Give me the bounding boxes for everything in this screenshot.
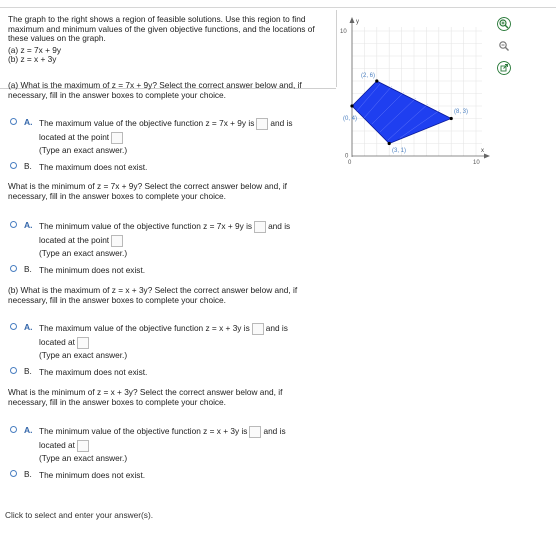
x-axis-label: x — [481, 148, 484, 154]
vertex-point — [350, 104, 353, 107]
option-b-radio[interactable] — [10, 162, 17, 169]
option-a-radio[interactable] — [10, 426, 17, 433]
question-line: necessary, fill in the answer boxes to complete your choice. — [8, 294, 226, 305]
answer-box[interactable] — [252, 323, 264, 335]
question-b-min — [8, 388, 328, 407]
intro-line: The graph to the right shows a region of feasible solutions. Use this region to find — [8, 14, 306, 24]
option-letter: B. — [24, 366, 32, 376]
y-axis-arrow — [350, 17, 355, 23]
objective-function-b: (b) z = x + 3y — [8, 54, 57, 64]
option-b-text: The maximum does not exist. — [39, 367, 148, 377]
top-divider — [0, 7, 556, 8]
option-text: located at the point — [39, 235, 110, 246]
option-a-hint: (Type an exact answer.) — [39, 350, 128, 360]
option-text: The minimum value of the objective function z = 7x + 9y is — [39, 221, 253, 232]
option-b-radio[interactable] — [10, 470, 17, 477]
option-letter: A. — [24, 117, 33, 127]
question-line: (b) What is the maximum of z = x + 3y? Select the correct answer below and, if — [8, 285, 298, 295]
option-text: The maximum value of the objective function z = x + 3y is — [39, 323, 250, 334]
option-letter: B. — [24, 469, 32, 479]
question-a-min — [8, 182, 328, 201]
option-a-line2 — [39, 440, 91, 452]
vertex-point — [450, 117, 453, 120]
zoom-out-icon[interactable] — [497, 39, 511, 53]
vertex-point — [388, 142, 391, 145]
option-a-line2 — [39, 235, 125, 247]
option-text: and is — [265, 323, 288, 334]
answer-box[interactable] — [111, 132, 123, 144]
option-a-line2 — [39, 337, 91, 349]
popout-icon[interactable] — [497, 61, 511, 75]
answer-box[interactable] — [77, 440, 89, 452]
option-a-hint: (Type an exact answer.) — [39, 453, 128, 463]
question-line: necessary, fill in the answer boxes to complete your choice. — [8, 396, 226, 407]
y-axis-label: y — [356, 19, 359, 25]
answer-box[interactable] — [254, 221, 266, 233]
option-text: and is — [270, 118, 293, 129]
answer-box[interactable] — [111, 235, 123, 247]
footer-instruction: Click to select and enter your answer(s). — [5, 510, 154, 520]
option-text: located at — [39, 440, 75, 451]
option-a-line2 — [39, 132, 125, 144]
question-line: necessary, fill in the answer boxes to complete your choice. — [8, 190, 226, 201]
option-letter: B. — [24, 161, 32, 171]
option-a-radio[interactable] — [10, 221, 17, 228]
option-text: located at the point — [39, 132, 110, 143]
y-tick-label: 10 — [340, 29, 347, 35]
vertex-label: (8, 3) — [454, 109, 469, 115]
answer-box[interactable] — [77, 337, 89, 349]
question-b-max — [8, 286, 328, 305]
option-a-hint: (Type an exact answer.) — [39, 145, 128, 155]
question-line: What is the minimum of z = 7x + 9y? Select the correct answer below and, if — [8, 181, 287, 191]
feasible-region-graph — [336, 14, 496, 174]
option-a-text — [39, 426, 286, 438]
option-b-text: The minimum does not exist. — [39, 470, 146, 480]
option-text: and is — [263, 426, 286, 437]
option-text: The minimum value of the objective function z = x + 3y is — [39, 426, 248, 437]
question-line: What is the minimum of z = x + 3y? Select the correct answer below and, if — [8, 387, 283, 397]
option-a-text — [39, 323, 288, 335]
option-b-radio[interactable] — [10, 265, 17, 272]
vertex-point — [375, 79, 378, 82]
option-text: The maximum value of the objective function z = 7x + 9y is — [39, 118, 255, 129]
question-line: (a) What is the maximum of z = 7x + 9y? Select the correct answer below and, if — [8, 80, 302, 90]
option-a-hint: (Type an exact answer.) — [39, 248, 128, 258]
objective-function-a: (a) z = 7x + 9y — [8, 44, 62, 55]
x-tick-label: 10 — [473, 160, 480, 166]
intro-line: these values on the graph. — [8, 33, 106, 43]
option-letter: B. — [24, 264, 32, 274]
question-line: necessary, fill in the answer boxes to complete your choice. — [8, 89, 226, 100]
option-text: and is — [268, 221, 291, 232]
option-a-radio[interactable] — [10, 323, 17, 330]
option-b-radio[interactable] — [10, 367, 17, 374]
question-a-max — [8, 81, 328, 100]
vertex-label: (2, 6) — [361, 73, 376, 79]
option-a-text — [39, 118, 293, 130]
answer-box[interactable] — [249, 426, 261, 438]
problem-intro — [8, 15, 338, 65]
y-origin-label: 0 — [345, 153, 349, 160]
option-letter: A. — [24, 425, 33, 435]
x-axis-arrow — [484, 154, 490, 159]
option-b-text: The minimum does not exist. — [39, 265, 146, 275]
zoom-in-icon[interactable] — [497, 17, 511, 31]
option-letter: A. — [24, 322, 33, 332]
option-a-text — [39, 221, 290, 233]
origin-label: 0 — [348, 160, 352, 166]
vertex-label: (0, 4) — [343, 116, 358, 122]
option-text: located at — [39, 337, 75, 348]
intro-line: maximum and minimum values of the given objective functions, and the locations of — [8, 23, 315, 34]
vertex-label: (3, 1) — [392, 148, 407, 154]
answer-box[interactable] — [256, 118, 268, 130]
option-b-text: The maximum does not exist. — [39, 162, 148, 172]
option-letter: A. — [24, 220, 33, 230]
option-a-radio[interactable] — [10, 118, 17, 125]
